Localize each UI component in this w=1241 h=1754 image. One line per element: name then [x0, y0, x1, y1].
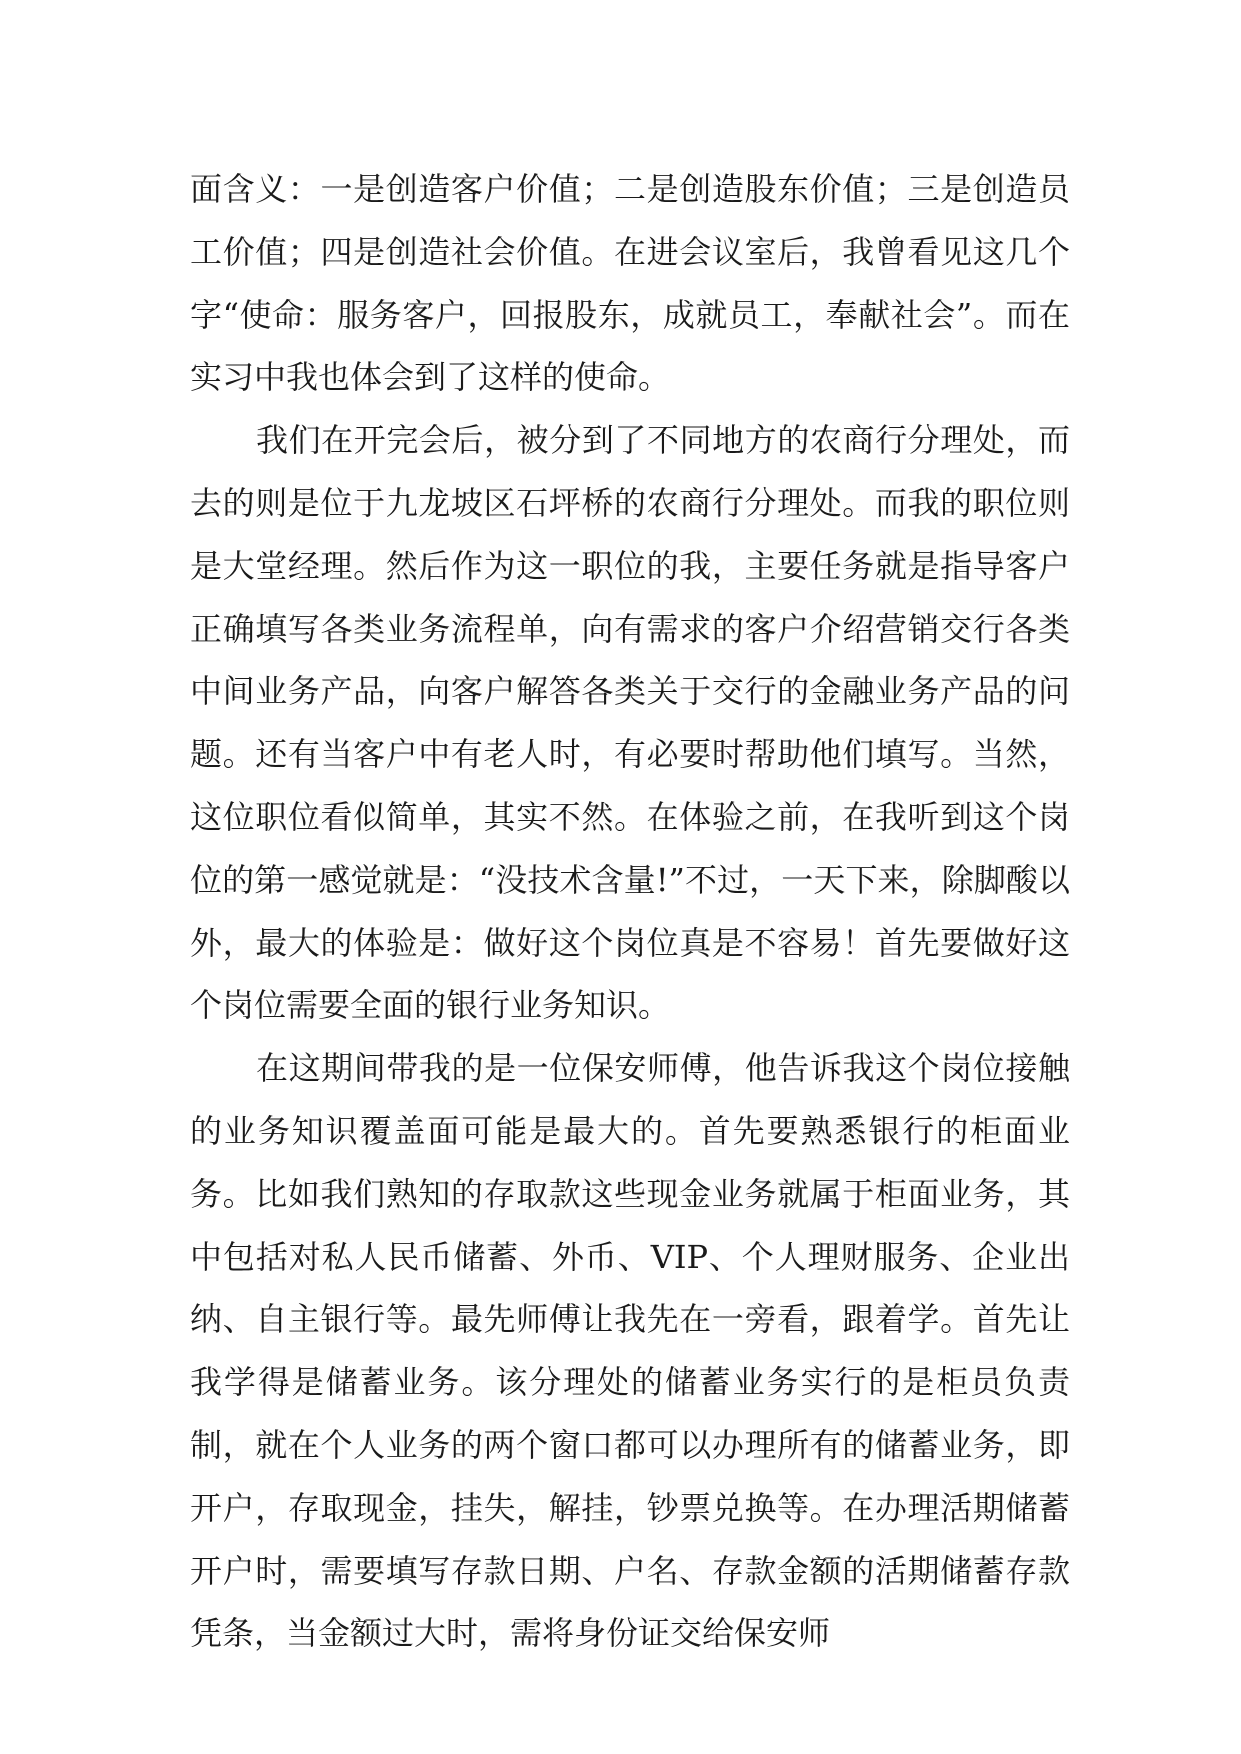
document-body [190, 158, 1070, 1665]
paragraph-1: 面含义：一是创造客户价值；二是创造股东价值；三是创造员工价值；四是创造社会价值。在进会议室后，我曾看见这几个字“使命：服务客户，回报股东，成就员工，奉献社会”。而在实习中我也体会到了这样的使命。 [190, 170, 1070, 397]
paragraph-3: 在这期间带我的是一位保安师傅，他告诉我这个岗位接触的业务知识覆盖面可能是最大的。首先要熟悉银行的柜面业务。比如我们熟知的存取款这些现金业务就属于柜面业务，其中包括对私人民币储蓄、外币、VIP、个人理财服务、企业出纳、自主银行等。最先师傅让我先在一旁看，跟着学。首先让我学得是储蓄业务。该分理处的储蓄业务实行的是柜员负责制，就在个人业务的两个窗口都可以办理所有的储蓄业务，即开户，存取现金，挂失，解挂，钞票兑换等。在办理活期储蓄开户时，需要填写存款日期、户名、存款金额的活期储蓄存款凭条，当金额过大时，需将身份证交给保安师 [190, 1049, 1070, 1653]
paragraph-2: 我们在开完会后，被分到了不同地方的农商行分理处，而去的则是位于九龙坡区石坪桥的农商行分理处。而我的职位则是大堂经理。然后作为这一职位的我，主要任务就是指导客户正确填写各类业务流程单，向有需求的客户介绍营销交行各类中间业务产品，向客户解答各类关于交行的金融业务产品的问题。还有当客户中有老人时，有必要时帮助他们填写。当然，这位职位看似简单，其实不然。在体验之前，在我听到这个岗位的第一感觉就是：“没技术含量!”不过，一天下来，除脚酸以外，最大的体验是：做好这个岗位真是不容易！首先要做好这个岗位需要全面的银行业务知识。 [190, 421, 1070, 1025]
